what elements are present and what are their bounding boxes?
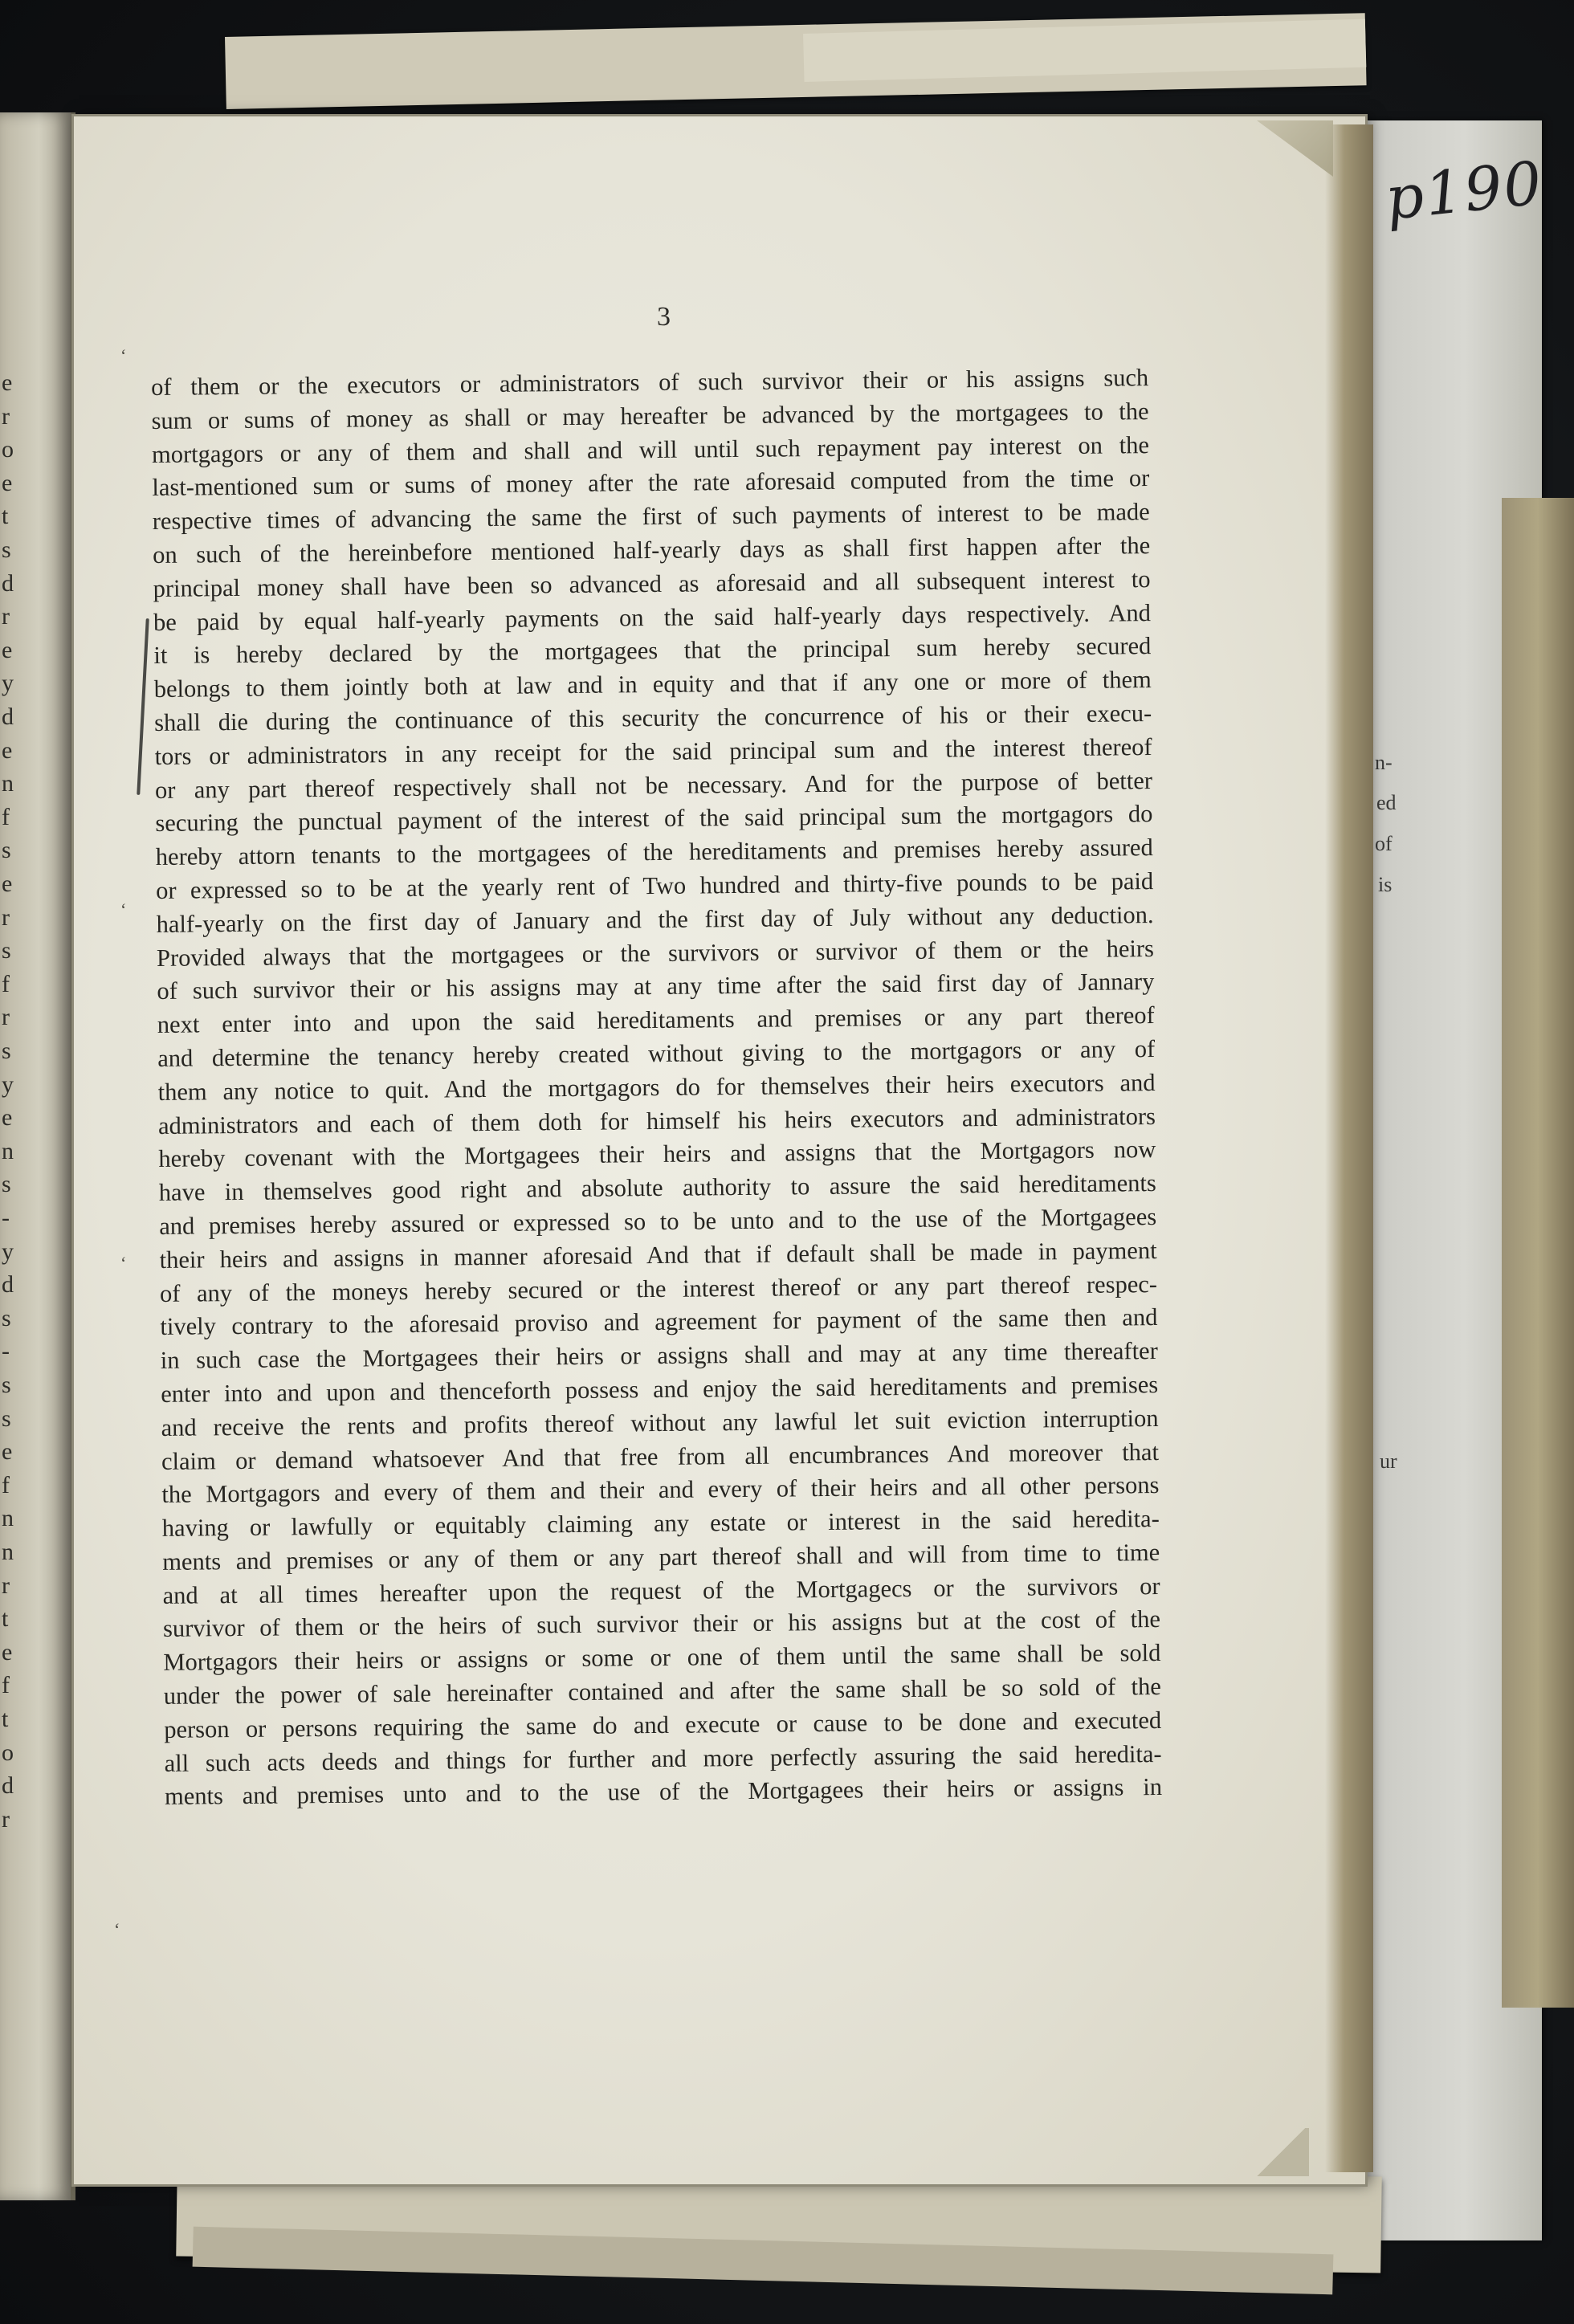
- margin-tick: ‘: [114, 1919, 120, 1939]
- left-page-letter: d: [2, 1772, 14, 1800]
- text-line: person or persons requiring the same do and execute or cause to be done and executed: [164, 1706, 1162, 1743]
- page-edge-shadow: [1325, 124, 1373, 2172]
- left-page-letter: f: [2, 1471, 10, 1498]
- left-page-letter: s: [2, 937, 11, 964]
- left-page-edge-text: [0, 112, 32, 2200]
- text-line: shall die during the continuance of this security the concurrence of his or their execu-: [154, 699, 1152, 736]
- left-page-letter: n: [2, 770, 14, 797]
- left-facing-page: [0, 112, 75, 2200]
- left-page-letter: e: [2, 636, 13, 663]
- text-line: survivor of them or the heirs of such survivor their or his assigns but at the cost of the: [162, 1605, 1161, 1643]
- text-line: have in themselves good right and absolute authority to assure the said hereditaments: [158, 1169, 1156, 1207]
- text-line: of any of the moneys hereby secured or the interest thereof or any part thereof respec-: [159, 1270, 1158, 1307]
- text-line: all such acts deeds and things for further and more perfectly assuring the said heredita-: [164, 1739, 1162, 1777]
- left-page-letter: o: [2, 436, 14, 463]
- document-body-text: [151, 361, 1162, 1814]
- text-line: of such survivor their or his assigns may at any time after the said first day of Jannary: [157, 968, 1155, 1005]
- left-page-letter: n: [2, 1137, 14, 1164]
- left-page-letter: d: [2, 703, 14, 730]
- left-page-letter: f: [2, 803, 10, 830]
- text-line: of them or the executors or administrators of such survivor their or his assigns such: [151, 364, 1149, 401]
- text-line: tors or administrators in any receipt for the said principal sum and the interest thereof: [154, 732, 1152, 770]
- text-line: it is hereby declared by the mortgagees that the principal sum hereby secured: [153, 632, 1152, 670]
- left-page-letter: y: [2, 1070, 14, 1098]
- text-line: administrators and each of them doth for himself his heirs executors and administrators: [157, 1102, 1156, 1140]
- text-line: under the power of sale hereinafter contained and after the same shall be so sold of the: [163, 1673, 1161, 1710]
- text-line: enter into and upon and thenceforth possess and enjoy the said hereditaments and premises: [161, 1370, 1159, 1408]
- left-page-letter: d: [2, 1271, 14, 1299]
- text-line: securing the punctual payment of the interest of the said principal sum the mortgagors do: [155, 800, 1153, 838]
- left-page-letter: y: [2, 670, 14, 697]
- left-page-letter: e: [2, 369, 13, 396]
- left-page-letter: o: [2, 1739, 14, 1766]
- text-line: their heirs and assigns in manner aforesaid And that if default shall be made in payment: [159, 1236, 1157, 1274]
- left-page-letter: f: [2, 970, 10, 997]
- left-page-letter: n: [2, 1505, 14, 1532]
- right-sheet-fragment: of: [1375, 832, 1393, 855]
- page-number: 3: [657, 302, 671, 332]
- left-page-letter: s: [2, 1372, 11, 1398]
- text-line: hereby attorn tenants to the mortgagees of the hereditaments and premises hereby assured: [155, 834, 1153, 871]
- left-page-letter: -: [2, 1205, 10, 1231]
- text-line: or expressed so to be at the yearly rent of Two hundred and thirty-five pounds to be paid: [156, 867, 1154, 904]
- text-line: claim or demand whatsoever And that free from all encumbrances And moreover that: [161, 1437, 1160, 1475]
- text-line: and determine the tenancy hereby created without giving to the mortgagors or any of: [157, 1034, 1156, 1072]
- left-page-letter: d: [2, 569, 14, 597]
- text-line: Mortgagors their heirs or assigns or some or one of them until the same shall be sold: [163, 1639, 1161, 1677]
- left-page-letter: e: [2, 736, 13, 764]
- bottom-corner-fold: [1253, 2128, 1309, 2176]
- margin-tick: ‘: [120, 899, 127, 919]
- text-line: ments and premises or any of them or any part thereof shall and will from time to time: [162, 1538, 1160, 1576]
- handwritten-reference: p190: [1382, 148, 1547, 234]
- left-page-letter: n: [2, 1539, 14, 1565]
- text-line: sum or sums of money as shall or may hereafter be advanced by the mortgagees to the: [151, 397, 1149, 434]
- left-page-letter: s: [2, 1038, 11, 1064]
- left-page-letter: e: [2, 1104, 13, 1131]
- text-line: having or lawfully or equitably claiming any estate or interest in the said heredita-: [161, 1505, 1160, 1543]
- text-line: and at all times hereafter upon the request of the Mortgagecs or the survivors or: [162, 1572, 1160, 1609]
- left-page-letter: s: [2, 837, 11, 864]
- left-page-letter: r: [2, 903, 10, 931]
- text-line: in such case the Mortgagees their heirs or assigns shall and may at any time thereafter: [160, 1337, 1158, 1375]
- text-line: hereby covenant with the Mortgagees their heirs and assigns that the Mortgagors now: [158, 1135, 1156, 1173]
- left-page-letter: -: [2, 1338, 10, 1365]
- margin-tick: ‘: [120, 345, 127, 365]
- back-sheet-right-worn: [1502, 498, 1574, 2008]
- right-sheet-fragment: ed: [1376, 791, 1397, 814]
- text-line: and premises hereby assured or expressed so to be unto and to the use of the Mortgagees: [159, 1202, 1157, 1240]
- right-sheet-fragment: n-: [1375, 751, 1393, 774]
- text-line: or any part thereof respectively shall not be necessary. And for the purpose of better: [154, 766, 1153, 804]
- right-sheet-fragment: ur: [1380, 1449, 1397, 1473]
- left-page-letter: s: [2, 1405, 11, 1432]
- text-line: be paid by equal half-yearly payments on the said half-yearly days respectively. And: [153, 598, 1152, 636]
- text-line: mortgagors or any of them and shall and will until such repayment pay interest on the: [151, 430, 1150, 468]
- left-page-letter: s: [2, 536, 11, 563]
- text-line: Provided always that the mortgagees or the survivors or survivor of them or the heirs: [156, 934, 1155, 972]
- left-page-letter: s: [2, 1304, 11, 1331]
- left-page-letter: t: [2, 1706, 9, 1732]
- right-sheet-fragment: is: [1378, 873, 1393, 896]
- left-page-letter: r: [2, 402, 10, 430]
- left-page-letter: r: [2, 1805, 10, 1833]
- left-page-letter: t: [2, 1605, 9, 1633]
- text-line: on such of the hereinbefore mentioned half-yearly days as shall first happen after the: [153, 532, 1151, 569]
- left-page-letter: y: [2, 1237, 14, 1265]
- margin-tick: ‘: [120, 1253, 127, 1273]
- left-page-letter: f: [2, 1672, 10, 1699]
- left-page-letter: e: [2, 1638, 13, 1666]
- text-line: last-mentioned sum or sums of money after the rate aforesaid computed from the time or: [152, 464, 1150, 502]
- left-page-letter: e: [2, 1438, 13, 1466]
- text-line: ments and premises unto and to the use of the Mortgagees their heirs or assigns in: [164, 1773, 1163, 1811]
- text-line: the Mortgagors and every of them and their and every of their heirs and all other persons: [161, 1471, 1160, 1509]
- text-line: and receive the rents and profits thereof without any lawful let suit eviction interruption: [161, 1404, 1159, 1441]
- left-page-letter: e: [2, 870, 13, 897]
- text-line: next enter into and upon the said hereditaments and premises or any part thereof: [157, 1001, 1155, 1039]
- text-line: half-yearly on the first day of January and the first day of July without any deduction.: [156, 900, 1154, 938]
- left-page-letter: e: [2, 469, 13, 496]
- left-page-letter: r: [2, 1004, 10, 1031]
- text-line: them any notice to quit. And the mortgagors do for themselves their heirs executors and: [157, 1068, 1156, 1106]
- text-line: principal money shall have been so advanced as aforesaid and all subsequent interest to: [153, 565, 1151, 602]
- text-line: belongs to them jointly both at law and in equity and that if any one or more of them: [153, 666, 1152, 703]
- text-line: respective times of advancing the same the first of such payments of interest to be made: [152, 498, 1150, 536]
- left-page-letter: t: [2, 503, 9, 530]
- left-page-letter: r: [2, 1572, 10, 1599]
- left-page-letter: s: [2, 1171, 11, 1198]
- left-page-letter: r: [2, 603, 10, 630]
- text-line: tively contrary to the aforesaid proviso and agreement for payment of the same then and: [160, 1303, 1158, 1341]
